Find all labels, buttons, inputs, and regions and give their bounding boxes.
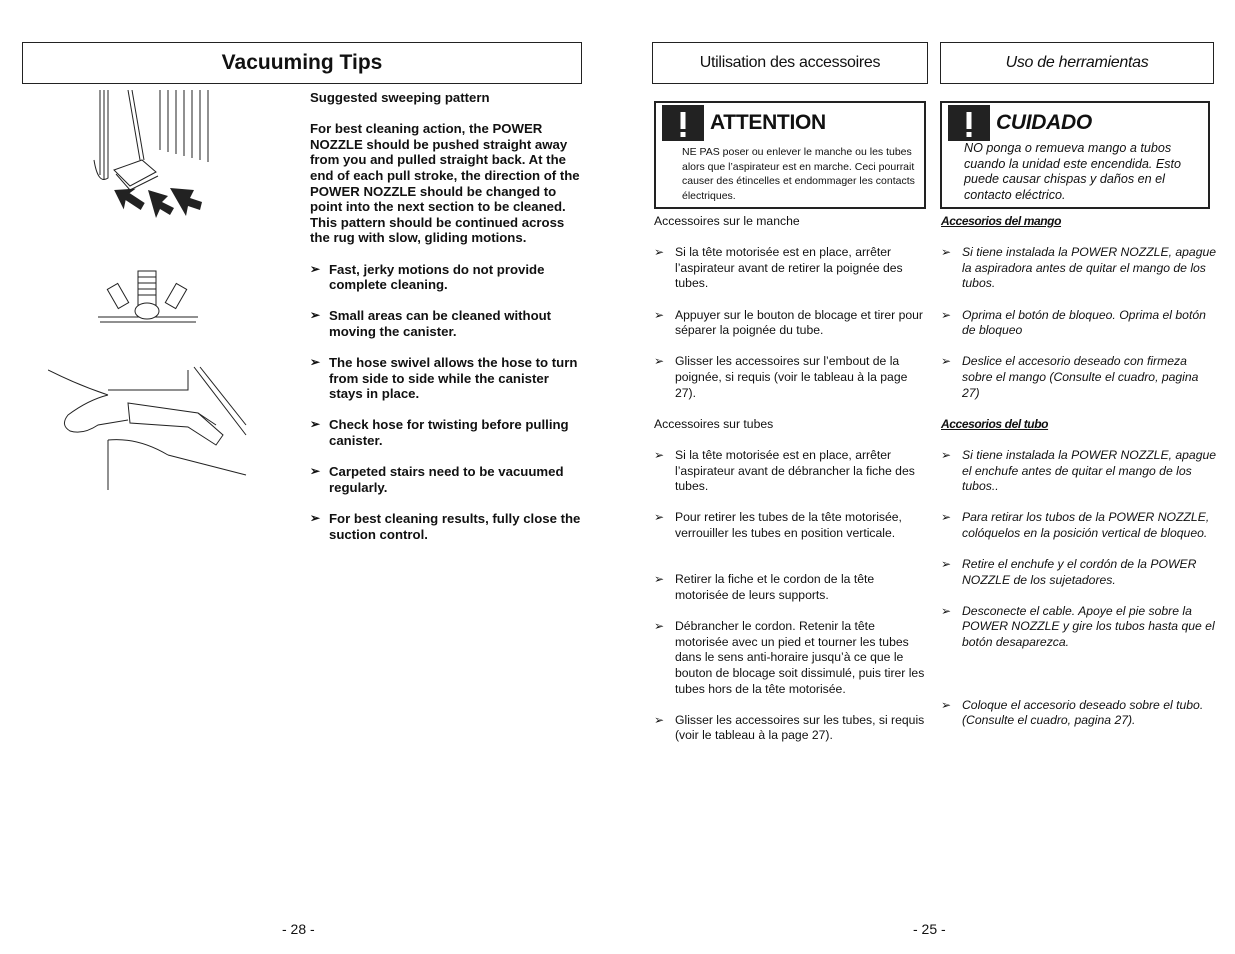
cuidado-warning-box bbox=[940, 101, 1210, 209]
list-item: ➢ Si tiene instalada la POWER NOZZLE, apague la aspiradora antes de quitar el mango de los tubos. bbox=[941, 245, 1217, 291]
list-item: ➢ Glisser les accessoires sur les tubes, si requis (voir le tableau à la page 27). bbox=[654, 712, 925, 743]
bullet-arrow-icon: ➢ bbox=[310, 511, 321, 526]
list-item: ➢ Desconecte el cable. Apoye el pie sobre la POWER NOZZLE y gire los tubos hasta que el botón desaparezca. bbox=[941, 603, 1215, 650]
section-heading: Accesorios del tubo bbox=[941, 416, 1049, 431]
bullet-arrow-icon: ➢ bbox=[654, 245, 665, 260]
bullet-arrow-icon: ➢ bbox=[941, 697, 952, 712]
list-item: ➢ The hose swivel allows the hose to turn from side to side while the canister stays in place. bbox=[310, 355, 578, 402]
list-item: ➢ Para retirar los tubos de la POWER NOZZLE, colóquelos en la posición vertical de bloqueo. bbox=[941, 510, 1210, 540]
warning-triangle-icon bbox=[948, 105, 990, 141]
section-heading: Accessoires sur tubes bbox=[654, 416, 774, 431]
list-item: ➢ Coloque el accesorio deseado sobre el tubo. (Consulte el cuadro, pagina 27). bbox=[941, 697, 1204, 728]
bullet-arrow-icon: ➢ bbox=[654, 572, 665, 587]
list-item: ➢ Appuyer sur le bouton de blocage et tirer pour séparer la poignée du tube. bbox=[654, 307, 923, 338]
bullet-arrow-icon: ➢ bbox=[941, 307, 952, 322]
list-item: ➢ Deslice el accesorio deseado con firmeza sobre el mango (Consulte el cuadro, pagina 27) bbox=[941, 354, 1199, 400]
warning-word: ATTENTION bbox=[710, 111, 826, 134]
page-number: - 25 - bbox=[913, 921, 946, 937]
bullet-arrow-icon: ➢ bbox=[654, 619, 665, 634]
warning-text: NO ponga o remueva mango a tubos cuando la unidad este encendida. Esto puede causar chispas y daños en el contacto eléctrico. bbox=[964, 141, 1182, 202]
attention-warning-box bbox=[654, 101, 926, 209]
warning-text: NE PAS poser ou enlever le manche ou les tubes alors que l’aspirateur est en marche. Ceci pourrait causer des étincelles et endommager les contacts électriques. bbox=[682, 146, 915, 202]
list-item: ➢ Check hose for twisting before pulling canister. bbox=[310, 417, 569, 449]
list-item: ➢ Retirer la fiche et le cordon de la tête motorisée de leurs supports. bbox=[654, 572, 875, 603]
sweeping-pattern-illustration bbox=[90, 90, 220, 220]
bullet-arrow-icon: ➢ bbox=[941, 557, 952, 572]
list-item: ➢ Fast, jerky motions do not provide complete cleaning. bbox=[310, 261, 545, 293]
list-item: ➢ Oprima el botón de bloqueo. Oprima el botón de bloqueo bbox=[941, 307, 1206, 338]
hand-hose-illustration bbox=[48, 365, 248, 495]
bullet-arrow-icon: ➢ bbox=[310, 355, 321, 370]
list-item: ➢ Carpeted stairs need to be vacuumed regularly. bbox=[310, 464, 564, 495]
bullet-arrow-icon: ➢ bbox=[654, 712, 665, 727]
french-column bbox=[654, 214, 926, 760]
list-item: ➢ Débrancher le cordon. Retenir la tête motorisée avec un pied et tourner les tubes dans le sens anti-horaire jusqu’à ce que le bouton de blocage soit dissimulé, puis tirer les tubes hors de la tête motorisée. bbox=[654, 619, 925, 696]
page-title: Vacuuming Tips bbox=[22, 42, 582, 84]
warning-triangle-icon bbox=[662, 105, 704, 141]
bullet-arrow-icon: ➢ bbox=[941, 245, 952, 260]
list-item: ➢ Glisser les accessoires sur l’embout de la poignée, si requis (voir le tableau à la page 27). bbox=[654, 354, 908, 400]
tips-intro: For best cleaning action, the POWER NOZZLE should be pushed straight away from you and pulled straight back. At the end of each pull stroke, the direction of the POWER NOZZLE should be changed to point into the next section to be cleaned. This pattern should be continued across the rug with slow, gliding motions. bbox=[310, 121, 580, 246]
spanish-section-title: Uso de herramientas bbox=[940, 42, 1214, 84]
bullet-arrow-icon: ➢ bbox=[310, 417, 321, 432]
bullet-arrow-icon: ➢ bbox=[654, 447, 665, 462]
bullet-arrow-icon: ➢ bbox=[310, 261, 321, 276]
list-item: ➢ Pour retirer les tubes de la tête motorisée, verrouiller les tubes en position verticale. bbox=[654, 510, 902, 540]
hose-swivel-illustration bbox=[98, 265, 198, 335]
section-heading: Accesorios del mango bbox=[941, 214, 1062, 228]
tips-heading: Suggested sweeping pattern bbox=[310, 90, 490, 105]
page-number: - 28 - bbox=[282, 921, 315, 937]
bullet-arrow-icon: ➢ bbox=[941, 354, 952, 369]
list-item: ➢ Si la tête motorisée est en place, arrêter l’aspirateur avant de débrancher la fiche des tubes. bbox=[654, 447, 915, 494]
bullet-arrow-icon: ➢ bbox=[654, 510, 665, 525]
bullet-arrow-icon: ➢ bbox=[941, 447, 952, 462]
warning-word: CUIDADO bbox=[996, 111, 1092, 134]
list-item: ➢ Si la tête motorisée est en place, arrêter l’aspirateur avant de retirer la poignée des tubes. bbox=[654, 245, 903, 291]
bullet-arrow-icon: ➢ bbox=[654, 354, 665, 369]
vacuuming-tips-text bbox=[310, 90, 585, 558]
spanish-column bbox=[941, 214, 1217, 744]
right-page bbox=[618, 0, 1235, 954]
bullet-arrow-icon: ➢ bbox=[654, 307, 665, 322]
bullet-arrow-icon: ➢ bbox=[941, 603, 952, 618]
list-item: ➢ Si tiene instalada la POWER NOZZLE, apague el enchufe antes de quitar el mango de los tubos.. bbox=[941, 447, 1217, 494]
bullet-arrow-icon: ➢ bbox=[310, 464, 321, 479]
bullet-arrow-icon: ➢ bbox=[941, 510, 952, 525]
bullet-arrow-icon: ➢ bbox=[310, 308, 321, 323]
list-item: ➢ Small areas can be cleaned without moving the canister. bbox=[310, 308, 552, 339]
list-item: ➢ Retire el enchufe y el cordón de la POWER NOZZLE de los sujetadores. bbox=[941, 557, 1197, 587]
french-section-title: Utilisation des accessoires bbox=[652, 42, 928, 84]
list-item: ➢ For best cleaning results, fully close the suction control. bbox=[310, 511, 581, 542]
section-heading: Accessoires sur le manche bbox=[654, 214, 800, 228]
